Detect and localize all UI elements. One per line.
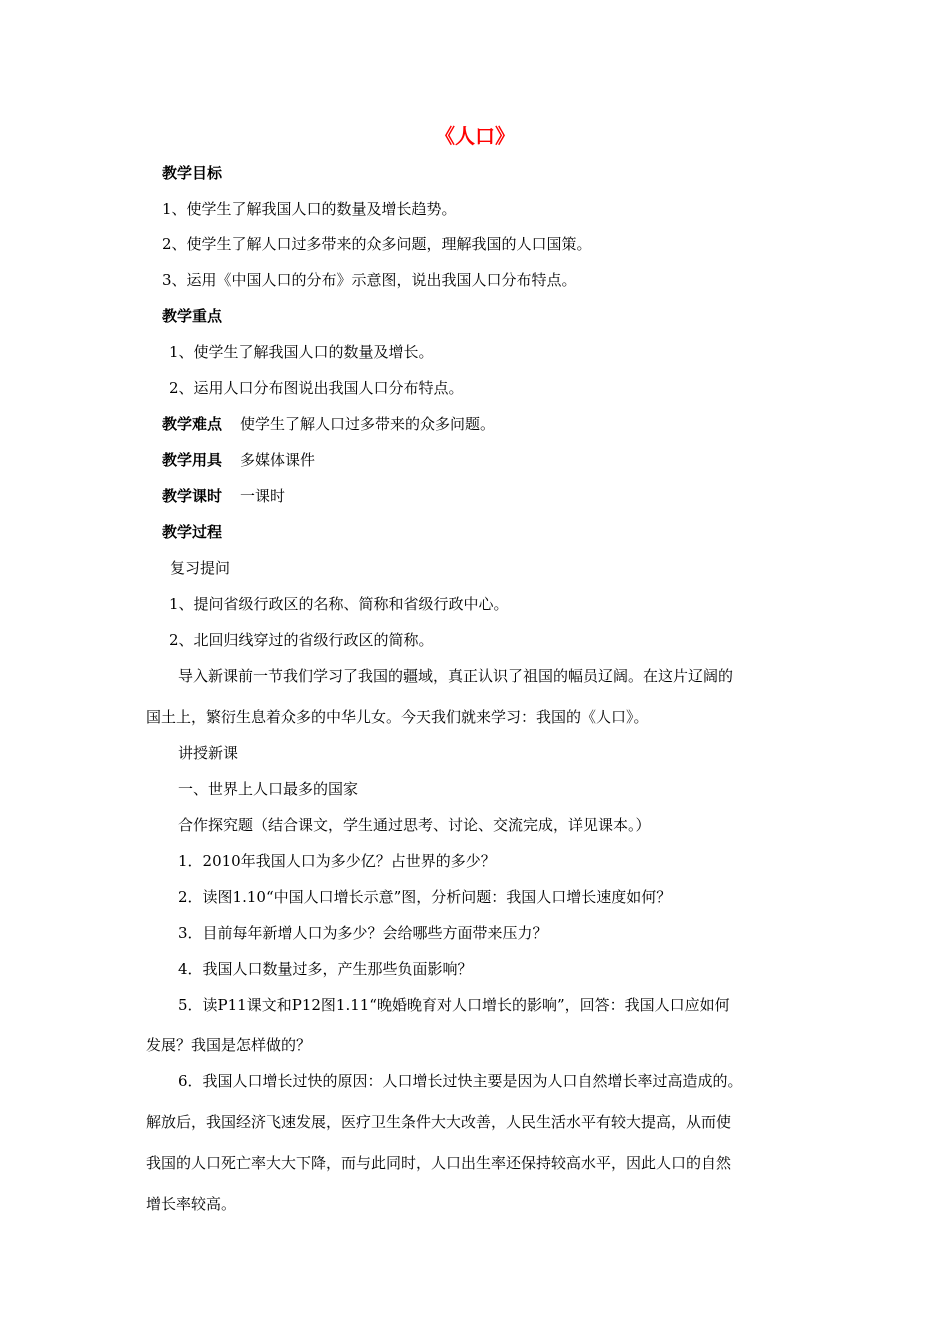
question-5-line-2: 发展？我国是怎样做的？ (146, 1036, 312, 1054)
review-item-2: 2、北回归线穿过的省级行政区的简称。 (169, 631, 434, 649)
review-item-1: 1、提问省级行政区的名称、简称和省级行政中心。 (169, 595, 509, 613)
section-1-heading: 一、世界上人口最多的国家 (178, 780, 359, 798)
document-title: 《人口》 (435, 124, 515, 148)
review-heading: 复习提问 (170, 559, 231, 577)
periods-label: 教学课时 (162, 487, 223, 505)
question-4: 4．我国人口数量过多，产生那些负面影响？ (178, 960, 473, 978)
difficulty-label: 教学难点 (162, 415, 223, 433)
question-1: 1．2010年我国人口为多少亿？占世界的多少？ (178, 852, 496, 870)
question-3: 3．目前每年新增人口为多少？会给哪些方面带来压力？ (178, 924, 548, 942)
question-5-line-1: 5．读P11课文和P12图1.11“晚婚晚育对人口增长的影响”，回答：我国人口应如何 (178, 996, 730, 1014)
process-heading: 教学过程 (162, 523, 223, 541)
coop-heading: 合作探究题（结合课文，学生通过思考、讨论、交流完成，详见课本。） (178, 816, 651, 834)
tools-label: 教学用具 (162, 451, 223, 469)
objectives-heading: 教学目标 (162, 164, 223, 182)
new-lesson-heading: 讲授新课 (178, 744, 239, 762)
objective-item-1: 1、使学生了解我国人口的数量及增长趋势。 (162, 200, 457, 218)
question-2: 2．读图1.10“中国人口增长示意”图，分析问题：我国人口增长速度如何？ (178, 888, 672, 906)
question-6-line-2: 解放后，我国经济飞速发展，医疗卫生条件大大改善，人民生活水平有较大提高，从而使 (146, 1113, 732, 1131)
difficulty-row (162, 413, 495, 435)
difficulty-value: 使学生了解人口过多带来的众多问题。 (240, 415, 496, 433)
key-point-item-2: 2、运用人口分布图说出我国人口分布特点。 (169, 379, 464, 397)
key-point-item-1: 1、使学生了解我国人口的数量及增长。 (169, 343, 434, 361)
question-6-line-4: 增长率较高。 (146, 1195, 237, 1213)
periods-row (162, 485, 285, 507)
question-6-line-1: 6．我国人口增长过快的原因：人口增长过快主要是因为人口自然增长率过高造成的。 (178, 1072, 743, 1090)
tools-row (162, 449, 315, 471)
intro-line-2: 国土上，繁衍生息着众多的中华儿女。今天我们就来学习：我国的《人口》。 (146, 708, 649, 726)
tools-value: 多媒体课件 (240, 451, 316, 469)
key-points-heading: 教学重点 (162, 307, 223, 325)
objective-item-3: 3、运用《中国人口的分布》示意图，说出我国人口分布特点。 (162, 271, 577, 289)
question-6-line-3: 我国的人口死亡率大大下降，而与此同时，人口出生率还保持较高水平，因此人口的自然 (146, 1154, 732, 1172)
intro-line-1: 导入新课前一节我们学习了我国的疆域，真正认识了祖国的幅员辽阔。在这片辽阔的 (178, 667, 734, 685)
objective-item-2: 2、使学生了解人口过多带来的众多问题，理解我国的人口国策。 (162, 235, 592, 253)
periods-value: 一课时 (240, 487, 286, 505)
